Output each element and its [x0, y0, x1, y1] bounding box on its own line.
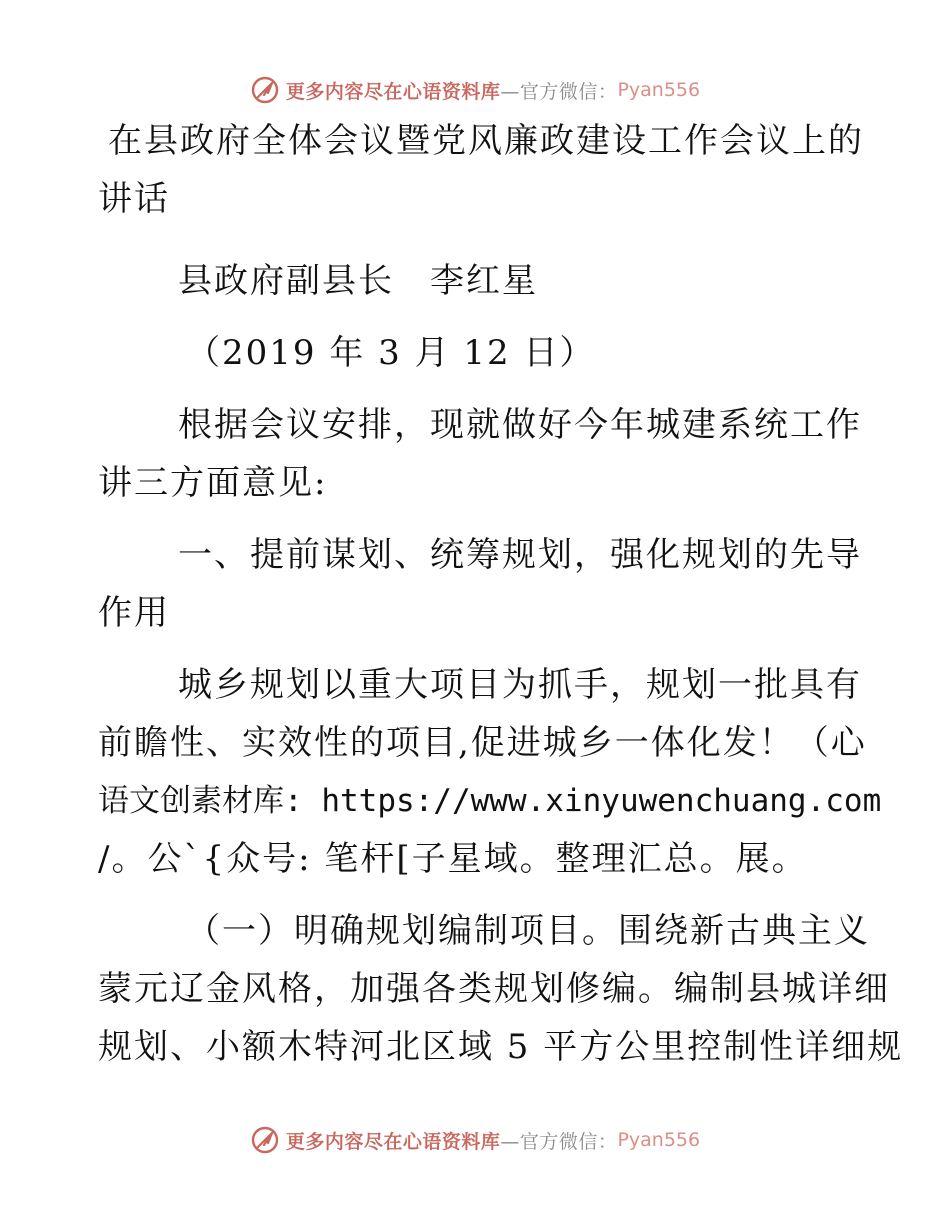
- section-1-heading-line-2: 作用: [98, 593, 170, 633]
- intro-line-2: 讲三方面意见:: [98, 463, 328, 503]
- quill-logo-icon: [250, 75, 280, 105]
- document-body: [98, 121, 904, 1067]
- intro-line-1: 根据会议安排，现就做好今年城建系统工作: [178, 405, 862, 445]
- paragraph-1-line-1: 城乡规划以重大项目为抓手，规划一批具有: [178, 665, 862, 705]
- title-line-2: 讲话: [98, 179, 170, 219]
- paragraph-1-line-2: 前瞻性、实效性的项目,促进城乡一体化发！（心: [98, 723, 867, 763]
- banner-official-text: —官方微信：: [500, 80, 618, 103]
- banner-main-text: 更多内容尽在心语资料库: [285, 80, 501, 103]
- paragraph-1-line-4: /。公`{众号: 笔杆[子星域。整理汇总。展。: [98, 839, 808, 879]
- footer-watermark-banner: [0, 1120, 950, 1160]
- subsection-1-line-2: 蒙元辽金风格，加强各类规划修编。编制县城详细: [98, 969, 890, 1009]
- author-line: 县政府副县长 李红星: [178, 261, 538, 301]
- quill-logo-icon: [250, 1125, 280, 1155]
- banner-wechat-id: Pyan556: [617, 79, 701, 101]
- date-line: （2019 年 3 月 12 日）: [186, 333, 596, 373]
- title-line-1: 在县政府全体会议暨党风廉政建设工作会议上的: [108, 121, 864, 161]
- banner-wechat-id: Pyan556: [617, 1129, 701, 1151]
- banner-official-text: —官方微信：: [500, 1130, 618, 1153]
- header-watermark-banner: [0, 70, 950, 110]
- paragraph-1-line-3: 语文创素材库: https://www.xinyuwenchuang.com: [98, 783, 882, 819]
- subsection-1-line-1: （一）明确规划编制项目。围绕新古典主义: [186, 911, 870, 951]
- section-1-heading-line-1: 一、提前谋划、统筹规划，强化规划的先导: [178, 535, 862, 575]
- subsection-1-line-3: 规划、小额木特河北区域 5 平方公里控制性详细规: [98, 1027, 904, 1067]
- banner-main-text: 更多内容尽在心语资料库: [285, 1130, 501, 1153]
